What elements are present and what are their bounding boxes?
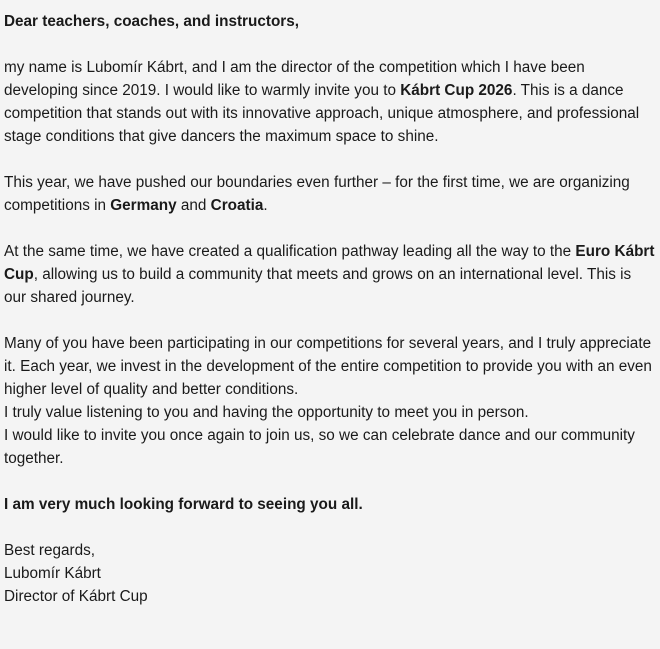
closing-statement-text: I am very much looking forward to seeing you all. [4,496,363,513]
expansion-text-1: This year, we have pushed our boundaries even further – for the first time, we are organizing competitions in [4,174,630,214]
closing-statement [4,493,656,516]
greeting-text: Dear teachers, coaches, and instructors, [4,13,300,30]
intro-text-1: my name is Lubomír Kábrt, and I am the director of the competition which I have been developing since 2019. I would like to warmly invite you to [4,59,585,99]
intro-text-2: . This is a dance competition that stands out with its innovative approach, unique atmosphere, and professional stage conditions that give dancers the maximum space to shine. [4,82,640,145]
paragraph-appreciation [4,332,656,470]
appreciation-line-1: Many of you have been participating in our competitions for several years, and I truly appreciate it. Each year, we invest in the development of the entire competition to provide you with an even higher level of quality and better conditions. [4,335,652,398]
event-name-bold: Kábrt Cup 2026 [400,82,513,99]
qualification-text-2: , allowing us to build a community that meets and grows on an international level. This is our shared journey. [4,266,632,306]
country-croatia-bold: Croatia [210,197,264,214]
signature-name: Lubomír Kábrt [4,565,101,582]
signature-title: Director of Kábrt Cup [4,588,148,605]
country-germany-bold: Germany [110,197,177,214]
signature-regards: Best regards, [4,542,95,559]
appreciation-line-3: I would like to invite you once again to join us, so we can celebrate dance and our community together. [4,427,635,467]
appreciation-line-2: I truly value listening to you and having the opportunity to meet you in person. [4,404,529,421]
euro-cup-bold: Euro Kábrt Cup [4,243,655,283]
signature-block [4,539,656,608]
expansion-text-3: . [263,197,268,214]
qualification-text-1: At the same time, we have created a qualification pathway leading all the way to the [4,243,576,260]
paragraph-qualification [4,240,656,309]
greeting [4,10,656,33]
expansion-text-2: and [176,197,211,214]
paragraph-expansion [4,171,656,217]
paragraph-intro [4,56,656,148]
